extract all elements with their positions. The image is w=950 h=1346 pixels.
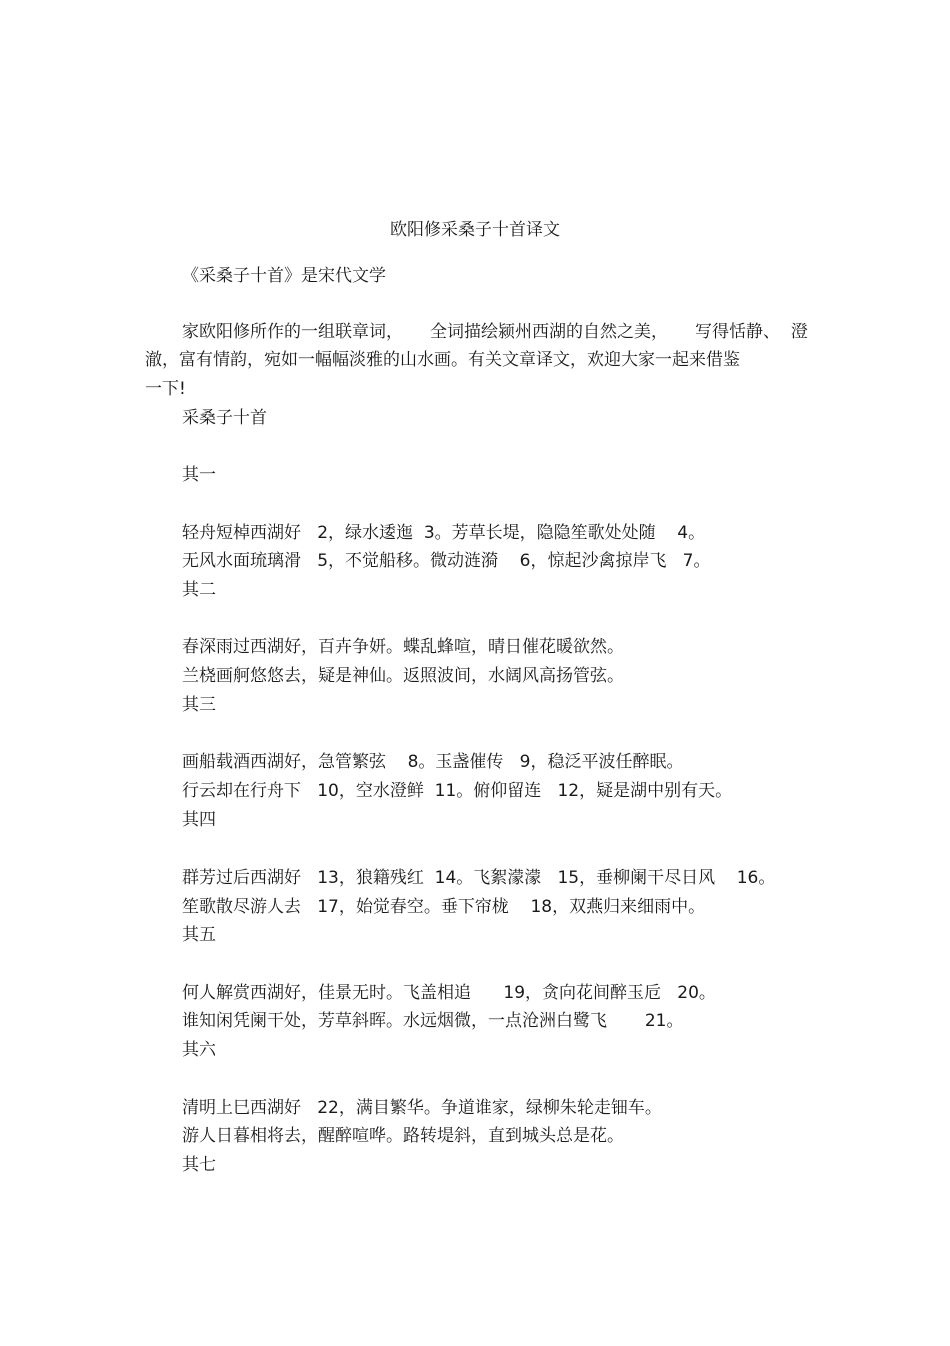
document-title: 欧阳修采桑子十首译文 — [390, 220, 560, 240]
poem-6-line-2: 游人日暮相将去，醒醉喧哗。路转堤斜，直到城头总是花。 — [182, 1126, 624, 1146]
poem-label-7: 其七 — [182, 1155, 216, 1175]
intro-line-1: 《采桑子十首》是宋代文学 — [182, 266, 386, 286]
intro-line-2: 家欧阳修所作的一组联章词， 全词描绘颍州西湖的自然之美， 写得恬静、 澄 — [182, 322, 808, 342]
poem-label-4: 其四 — [182, 810, 216, 830]
section-heading: 采桑子十首 — [182, 408, 267, 428]
poem-6-line-1: 清明上巳西湖好 22，满目繁华。争道谁家，绿柳朱轮走钿车。 — [182, 1098, 662, 1118]
poem-3-line-1: 画船载酒西湖好，急管繁弦 8。玉盏催传 9，稳泛平波任醉眠。 — [182, 752, 684, 772]
poem-4-line-2: 笙歌散尽游人去 17，始觉春空。垂下帘栊 18，双燕归来细雨中。 — [182, 897, 706, 917]
poem-label-6: 其六 — [182, 1040, 216, 1060]
poem-label-2: 其二 — [182, 580, 216, 600]
poem-3-line-2: 行云却在行舟下 10，空水澄鲜 11。俯仰留连 12，疑是湖中别有天。 — [182, 781, 733, 801]
poem-label-5: 其五 — [182, 925, 216, 945]
poem-5-line-2: 谁知闲凭阑干处，芳草斜晖。水远烟微，一点沧洲白鹭飞 21。 — [182, 1011, 684, 1031]
poem-1-line-1: 轻舟短棹西湖好 2，绿水逶迤 3。芳草长堤，隐隐笙歌处处随 4。 — [182, 523, 706, 543]
intro-line-4: 一下! — [145, 379, 186, 399]
poem-2-line-2: 兰桡画舸悠悠去，疑是神仙。返照波间，水阔风高扬管弦。 — [182, 666, 624, 686]
intro-line-3: 澈，富有情韵，宛如一幅幅淡雅的山水画。有关文章译文，欢迎大家一起来借鉴 — [145, 350, 740, 370]
poem-1-line-2: 无风水面琉璃滑 5，不觉船移。微动涟漪 6，惊起沙禽掠岸飞 7。 — [182, 551, 711, 571]
poem-2-line-1: 春深雨过西湖好，百卉争妍。蝶乱蜂喧，晴日催花暖欲然。 — [182, 637, 624, 657]
poem-5-line-1: 何人解赏西湖好，佳景无时。飞盖相追 19，贪向花间醉玉卮 20。 — [182, 983, 716, 1003]
poem-label-3: 其三 — [182, 695, 216, 715]
poem-4-line-1: 群芳过后西湖好 13，狼籍残红 14。飞絮濛濛 15，垂柳阑干尽日风 16。 — [182, 868, 776, 888]
poem-label-1: 其一 — [182, 465, 216, 485]
